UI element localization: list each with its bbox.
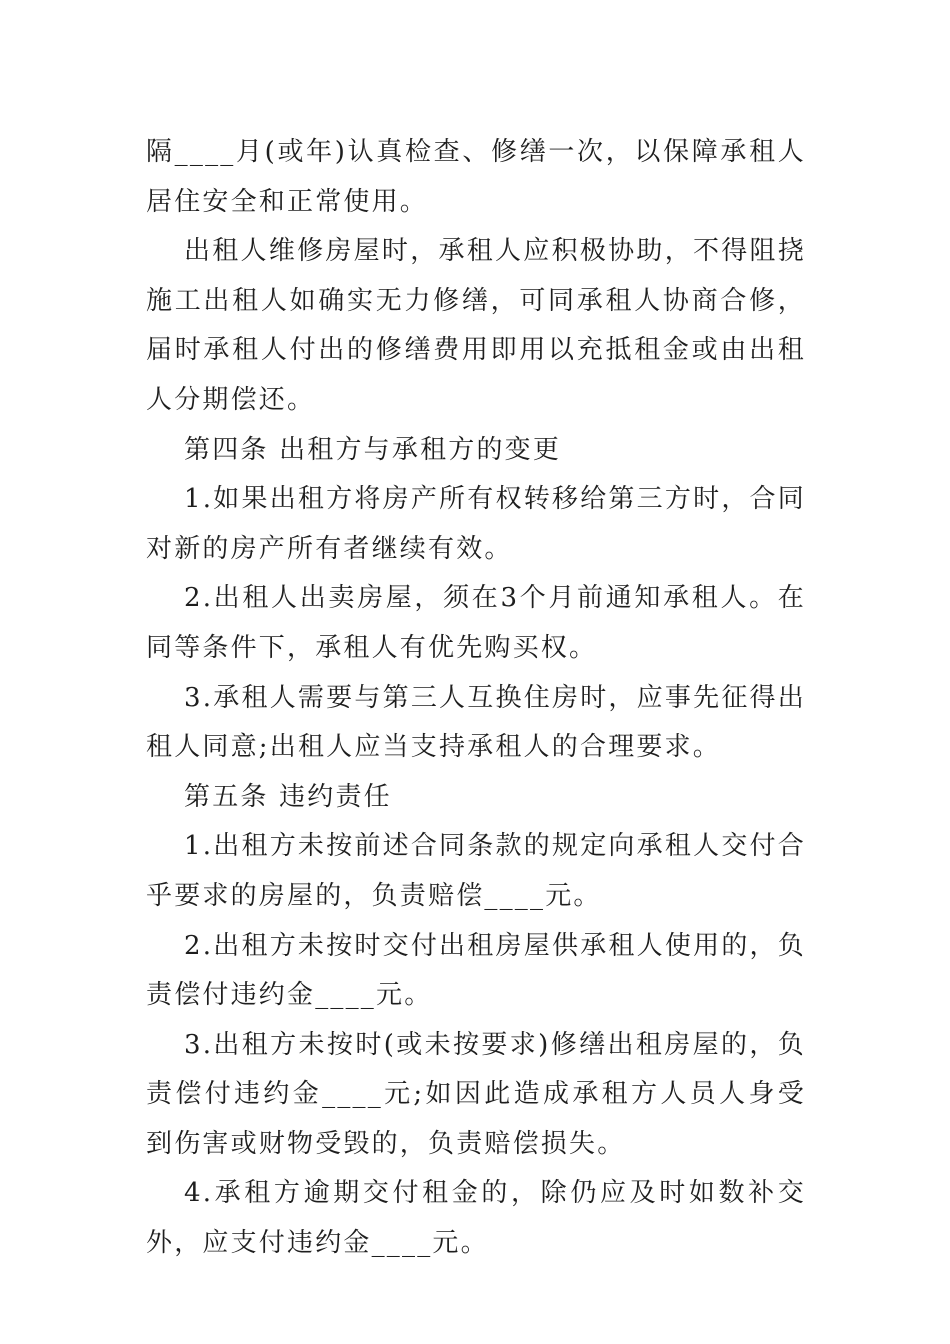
article-4-heading: 第四条 出租方与承租方的变更 bbox=[184, 434, 562, 465]
article-5-item-4: 4.承租方逾期交付租金的，除仍应及时如数补交外，应支付违约金____元。 bbox=[146, 1178, 806, 1259]
paragraph-inspection: 隔____月(或年)认真检查、修缮一次，以保障承租人居住安全和正常使用。 bbox=[146, 137, 806, 217]
article-5-heading: 第五条 违约责任 bbox=[184, 781, 392, 812]
article-4-item-1: 1.如果出租方将房产所有权转移给第三方时，合同对新的房产所有者继续有效。 bbox=[146, 484, 806, 564]
article-4-item-2: 2.出租人出卖房屋，须在3个月前通知承租人。在同等条件下，承租人有优先购买权。 bbox=[146, 583, 806, 663]
document-body bbox=[146, 128, 806, 1269]
article-5-item-2: 2.出租方未按时交付出租房屋供承租人使用的，负责偿付违约金____元。 bbox=[146, 930, 806, 1011]
article-5-item-3: 3.出租方未按时(或未按要求)修缮出租房屋的，负责偿付违约金____元;如因此造成承租方人员人身受到伤害或财物受毁的，负责赔偿损失。 bbox=[146, 1029, 806, 1159]
article-4-item-3: 3.承租人需要与第三人互换住房时，应事先征得出租人同意;出租人应当支持承租人的合理要求。 bbox=[146, 682, 806, 763]
paragraph-repair: 出租人维修房屋时，承租人应积极协助，不得阻挠施工出租人如确实无力修缮，可同承租人协商合修，届时承租人付出的修缮费用即用以充抵租金或由出租人分期偿还。 bbox=[146, 236, 806, 415]
article-5-item-1: 1.出租方未按前述合同条款的规定向承租人交付合乎要求的房屋的，负责赔偿____元。 bbox=[146, 831, 806, 911]
